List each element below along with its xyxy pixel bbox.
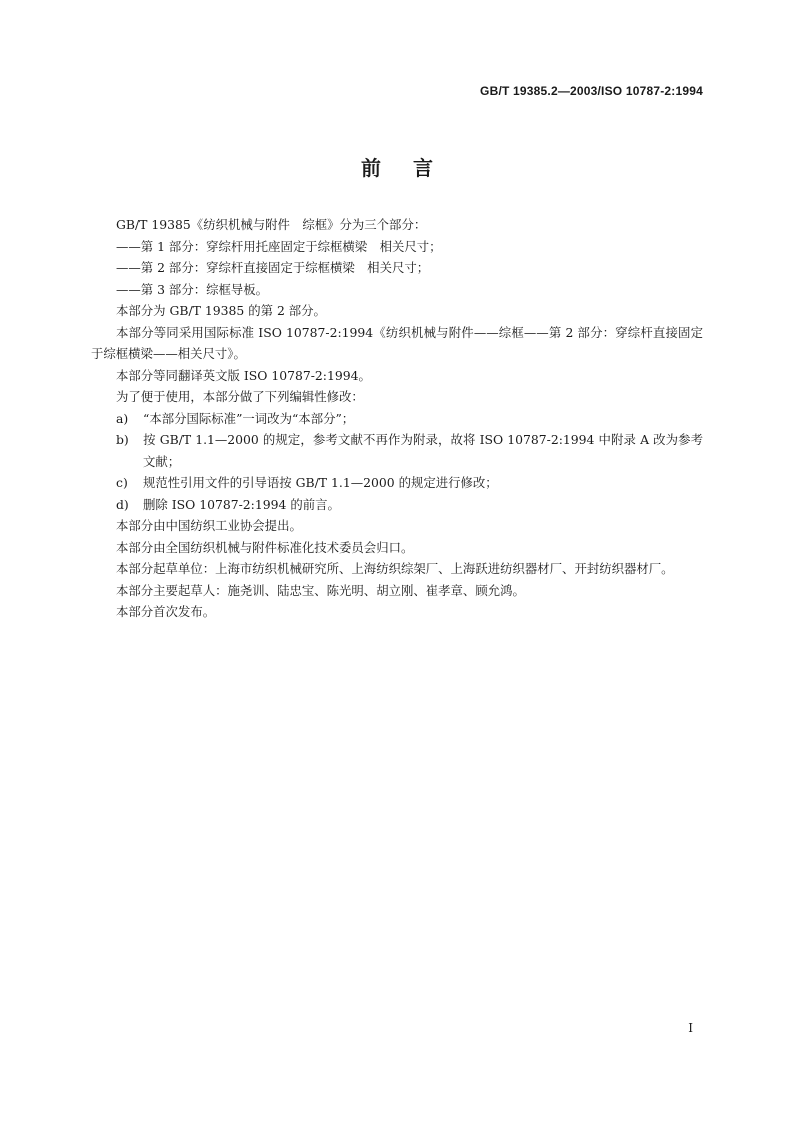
paragraph-drafters: 本部分主要起草人：施尧训、陆忠宝、陈光明、胡立刚、崔孝章、顾允鸿。 [116,582,525,598]
paragraph-first-issue: 本部分首次发布。 [116,604,216,619]
list-item-label: b) [116,432,129,447]
list-item-label: a) [116,410,129,426]
paragraph-editorial-intro: 为了便于使用，本部分做了下列编辑性修改： [116,389,364,404]
paragraph-translation: 本部分等同翻译英文版 ISO 10787-2:1994。 [116,367,371,383]
paragraph-equivalent-standard: 本部分等同采用国际标准 ISO 10787-2:1994《纺织机械与附件——综框——第 2 部分：穿综杆直接固定于综框横梁——相关尺寸》。 [91,324,703,361]
paragraph-proposed-by: 本部分由中国纺织工业协会提出。 [116,518,302,533]
list-item-text: 删除 ISO 10787-2:1994 的前言。 [143,496,340,512]
list-item-text: 规范性引用文件的引导语按 GB/T 1.1—2000 的规定进行修改； [143,475,498,490]
paragraph-parts-intro: GB/T 19385《纺织机械与附件 综框》分为三个部分： [116,217,427,232]
list-item-text: 按 GB/T 1.1—2000 的规定，参考文献不再作为附录，故将 ISO 10787-2:1994 中附录 A 改为参考文献； [143,432,703,469]
list-item-part-1: ——第 1 部分：穿综杆用托座固定于综框横梁 相关尺寸； [116,238,442,254]
list-item-edit-a [91,408,703,430]
list-item-text: “本部分国际标准”一词改为“本部分”； [143,410,355,426]
paragraph-drafting-units: 本部分起草单位：上海市纺织机械研究所、上海纺织综架厂、上海跃进纺织器材厂、开封纺织器材厂。 [116,561,674,576]
list-item-part-3: ——第 3 部分：综框导板。 [116,281,269,297]
page-number: I [688,1021,693,1035]
page-title: 前言 [361,156,465,180]
list-item-label: d) [116,496,129,512]
list-item-part-2: ——第 2 部分：穿综杆直接固定于综框横梁 相关尺寸； [116,260,430,275]
paragraph-this-part: 本部分为 GB/T 19385 的第 2 部分。 [116,303,326,318]
list-item-label: c) [116,475,128,490]
list-item-edit-c [91,472,703,494]
foreword-body [91,214,703,623]
standard-code-header: GB/T 19385.2—2003/ISO 10787-2:1994 [480,84,703,98]
list-item-edit-d [91,494,703,516]
list-item-edit-b [91,429,703,472]
paragraph-under-jurisdiction: 本部分由全国纺织机械与附件标准化技术委员会归口。 [116,539,414,555]
